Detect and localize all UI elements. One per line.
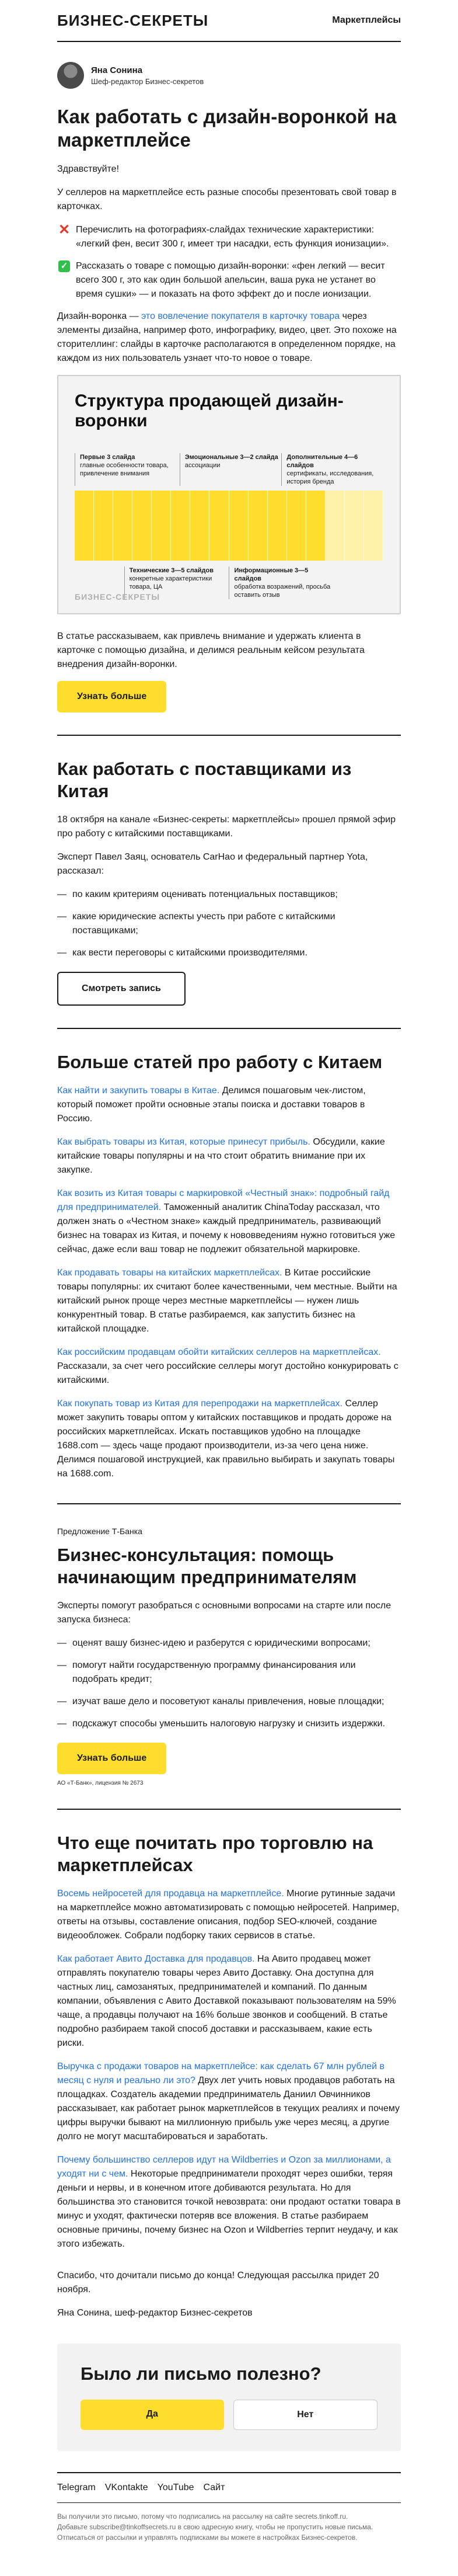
funnel-title: Структура продающей дизайн-воронки: [75, 391, 344, 430]
definition-paragraph: [57, 310, 401, 366]
article-desc: Двух лет учить новых продавцов работать на площадках. Создатель академии предприниматель Даниил Овчинников рассказывает, как работает рынок маркетплейсов в текущих реалиях и почему цифры выручки бывают на миллионную прибыль уже через месяц, а другие долго не могут масштабироваться и заработать.: [57, 2076, 400, 2142]
feedback-block: [57, 2344, 401, 2451]
article-link[interactable]: Почему большинство селлеров идут на Wildberries и Ozon за миллионами, а уходят ни с чем.: [57, 2155, 391, 2179]
article-desc: Многие рутинные задачи на маркетплейсе можно автоматизировать с помощью нейросетей. Например, ответы на отзывы, составление описания, подбор SEO-ключей, создание видеообложек. Собрали подборку таких сервисов в статье.: [57, 1889, 400, 1941]
article2-title: Как работать с поставщиками из Китая: [57, 759, 352, 801]
article-desc: Некоторые предприниматели проходят через ошибки, теряя деньги и нервы, и в конечном итоге добиваются результата. Но для большинства это становится точкой невозврата: они продают остатки товара в минус и уходят, фактически потеряв все вложения. В статье разбираем основные причины, почему бизнес на Ozon и Wildberries терпит неудачу, и как этого избежать.: [57, 2169, 401, 2249]
feedback-yes-button[interactable]: Да: [81, 2400, 224, 2430]
list-item: — оценят вашу бизнес-идею и разберутся с юридическими вопросами;: [57, 1636, 401, 1650]
article3-title: Больше статей про работу с Китаем: [57, 1052, 383, 1072]
list-item: — подскажут способы уменьшить налоговую нагрузку и снизить издержки.: [57, 1717, 401, 1731]
site-link[interactable]: Сайт: [203, 2483, 225, 2492]
vkontakte-link[interactable]: VKontakte: [104, 2483, 148, 2492]
article-desc: Делимся пошаговым чек-листом, который поможет пройти основные этапы поиска и доставки товаров в Россию.: [57, 1086, 366, 1124]
footer-unsubscribe-line[interactable]: Отписаться от рассылки и управлять подписками вы можете в настройках Бизнес-секретов.: [57, 2533, 358, 2542]
list-item: [57, 1266, 401, 1336]
article-desc: Таможенный аналитик ChinaToday рассказал, что должен знать о «Честном знаке» каждый предприниматель, развивающий бизнес на товарах из Китая, и почему к нововведениям нужно готовиться уже сейчас, даже если ваш товар не подлежит обязательной маркировке.: [57, 1202, 396, 1254]
nav-marketplaces-link[interactable]: Маркетплейсы: [332, 15, 401, 25]
article-desc: На Авито продавец может отправлять покупателю товары через Авито Доставку. Она доступна для частных лиц, самозанятых, предпринимателей и компаний. По данным компании, объявления с Авито Доставкой показывают пользователям на 59% чаще, а продавцы получают на 16% больше звонков и сообщений. В статье подробно разбираем такой способ доставки и рассказываем, какие есть риски.: [57, 1954, 396, 2048]
youtube-link[interactable]: YouTube: [157, 2483, 194, 2492]
funnel-label: Технические 3—5 слайдов конкретные характеристики товара, ЦА: [124, 566, 229, 599]
list-item: — по каким критериям оценивать потенциальных поставщиков;: [57, 888, 401, 902]
divider: [57, 735, 401, 736]
list-item: [57, 1397, 401, 1481]
cross-icon: ✕: [58, 222, 71, 238]
design-funnel-link[interactable]: это вовлечение покупателя в карточку товара: [141, 311, 340, 321]
funnel-label: Дополнительные 4—6 слайдов сертификаты, исследования, история бренда: [281, 453, 383, 486]
ad-list: [57, 1636, 401, 1731]
good-example-text: Рассказать о товаре с помощью дизайн-воронки: «фен легкий — весит всего 300 г, это как один большой апельсин, ваша рука не устанет во время сушки» — и показать на фото эффект до и после ионизации.: [76, 261, 385, 299]
article2-p1: 18 октября на канале «Бизнес-секреты: маркетплейсы» прошел прямой эфир про работу с китайскими поставщиками.: [57, 815, 396, 839]
ad-legal-note: АО «Т-Банк», лицензия № 2673: [57, 1780, 144, 1786]
funnel-watermark: БИЗНЕС-СЕКРЕТЫ: [75, 592, 160, 602]
def-rest: через элементы дизайна, например фото, инфографику, видео, цвет. Это похоже на сторителлинг: слайды в карточке располагаются в определенном порядке, на каждом из них пользователь узнает что-то новое о товаре.: [57, 311, 397, 363]
article-link[interactable]: Выручка с продажи товаров на маркетплейсе: как сделать 67 млн рублей в месяц с нуля и реально ли это?: [57, 2062, 384, 2085]
article1-title: Как работать с дизайн-воронкой на маркетплейсе: [57, 106, 397, 151]
social-links: [57, 2472, 401, 2503]
article4-title: Что еще почитать про торговлю на маркетплейсах: [57, 1833, 373, 1875]
learn-more-button[interactable]: Узнать больше: [57, 681, 166, 712]
divider: [57, 1809, 401, 1810]
article-link[interactable]: Как продавать товары на китайских маркетплейсах.: [57, 1268, 282, 1278]
footer-line: Добавьте subscribe@tinkoffsecrets.ru в свою адресную книгу, чтобы не пропустить новые письма.: [57, 2523, 373, 2531]
ad-learn-more-button[interactable]: Узнать больше: [57, 1743, 166, 1774]
telegram-link[interactable]: Telegram: [57, 2483, 96, 2492]
list-item: — помогут найти государственную программу финансирования или подобрать кредит;: [57, 1659, 401, 1687]
author-block: [57, 62, 401, 89]
def-prefix: Дизайн-воронка —: [57, 311, 142, 321]
list-item: [57, 1084, 401, 1126]
good-example: [57, 259, 401, 301]
list-item: — как вести переговоры с китайскими производителями.: [57, 946, 401, 960]
funnel-bar: [75, 491, 383, 561]
article-link[interactable]: Как выбрать товары из Китая, которые принесут прибыль.: [57, 1137, 310, 1147]
watch-recording-button[interactable]: Смотреть запись: [57, 972, 186, 1006]
closing-signature: Яна Сонина, шеф-редактор Бизнес-секретов: [57, 2308, 253, 2318]
list-item: [57, 1187, 401, 1257]
article1-outro: В статье рассказываем, как привлечь внимание и удержать клиента в карточке с помощью дизайна, и делимся реальным кейсом результата внедрения дизайн-воронки.: [57, 631, 365, 669]
bad-example-text: Перечислить на фотографиях-слайдах технические характеристики: «легкий фен, весит 300 г, имеет три насадки, есть функция ионизации».: [76, 225, 389, 249]
article-link[interactable]: Как возить из Китая товары с маркировкой «Честный знак»: подробный гайд для предпринимателей.: [57, 1188, 390, 1212]
article2-list: [57, 888, 401, 960]
article-link[interactable]: Как покупать товар из Китая для перепродажи на маркетплейсах.: [57, 1399, 343, 1409]
author-role: Шеф-редактор Бизнес-секретов: [91, 77, 204, 86]
author-name: Яна Сонина: [91, 65, 143, 75]
list-item: [57, 1887, 401, 1943]
header: [57, 0, 401, 42]
funnel-label: Эмоциональные 3—2 слайда ассоциации: [180, 453, 282, 486]
article-link[interactable]: Восемь нейросетей для продавца на маркетплейсе.: [57, 1889, 284, 1899]
list-item: [57, 2153, 401, 2251]
article-link[interactable]: Как работает Авито Доставка для продавцов.: [57, 1954, 255, 1964]
brand-logo[interactable]: БИЗНЕС-СЕКРЕТЫ: [57, 11, 209, 29]
article1-intro: У селлеров на маркетплейсе есть разные способы презентовать свой товар в карточках.: [57, 187, 397, 211]
greeting: Здравствуйте!: [57, 164, 120, 174]
article2-p2: Эксперт Павел Заяц, основатель CarHao и федеральный партнер Yota, рассказал:: [57, 852, 368, 876]
footer-text: [57, 2511, 401, 2543]
footer-line: Вы получили это письмо, потому что подписались на рассылку на сайте secrets.tinkoff.ru.: [57, 2512, 348, 2521]
bad-example: [57, 223, 401, 251]
article-desc: Селлер может закупить товары оптом у китайских поставщиков и продать дороже на российских маркетплейсах. Искать поставщиков удобно на площадке 1688.com — здесь чаще продают производители, из-за чего цена ниже. Делимся пошаговой инструкцией, как правильно выбирать и закупать товары на 1688.com.: [57, 1399, 395, 1479]
funnel-label: Первые 3 слайда главные особенности товара, привлечение внимания: [75, 453, 180, 486]
list-item: — изучат ваше дело и посоветуют каналы привлечения, новые площадки;: [57, 1695, 401, 1709]
list-item: [57, 2060, 401, 2144]
list-item: — какие юридические аспекты учесть при работе с китайскими поставщиками;: [57, 910, 401, 938]
article-desc: Обсудили, какие китайские товары популярны и на что стоит обратить внимание при их закупке.: [57, 1137, 385, 1175]
feedback-no-button[interactable]: Нет: [233, 2400, 378, 2430]
article-desc: В Китае российские товары популярны: их считают более качественными, чем местные. Выйти на китайский рынок проще через местные маркетплейсы — нужен лишь конкурентный товар. В статье разбираемся, как запустить бизнес на китайской площадке.: [57, 1268, 397, 1334]
funnel-top-labels: [75, 453, 383, 486]
article-link[interactable]: Как российским продавцам обойти китайских селлеров на маркетплейсах.: [57, 1347, 381, 1357]
ad-intro: Эксперты помогут разобраться с основными вопросами на старте или после запуска бизнеса:: [57, 1601, 391, 1625]
list-item: [57, 1135, 401, 1177]
list-item: [57, 1952, 401, 2050]
funnel-label: Информационные 3—5 слайдов обработка возражений, просьба оставить отзыв: [229, 566, 334, 599]
feedback-buttons: [81, 2400, 377, 2430]
divider: [57, 1503, 401, 1504]
ad-title: Бизнес-консультация: помощь начинающим предпринимателям: [57, 1545, 357, 1587]
article-link[interactable]: Как найти и закупить товары в Китае.: [57, 1086, 220, 1096]
list-item: [57, 1346, 401, 1388]
checkmark-icon: ✓: [58, 260, 70, 272]
article-desc: Рассказали, за счет чего российские селлеры могут достойно конкурировать с китайскими.: [57, 1361, 398, 1385]
divider: [57, 1028, 401, 1029]
funnel-illustration: [57, 375, 401, 614]
feedback-title: Было ли письмо полезно?: [81, 2363, 321, 2384]
avatar: [57, 62, 84, 89]
closing-thanks: Спасибо, что дочитали письмо до конца! Следующая рассылка придет 20 ноября.: [57, 2271, 379, 2295]
ad-label: Предложение Т-Банка: [57, 1527, 142, 1536]
